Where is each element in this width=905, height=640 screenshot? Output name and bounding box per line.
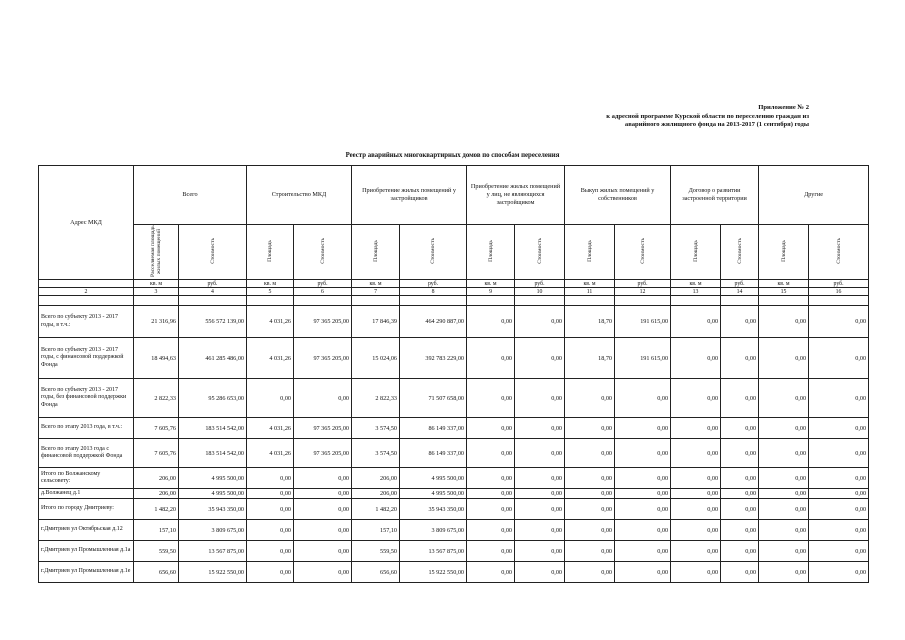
value-cell: 183 514 542,00 — [179, 418, 247, 439]
value-cell: 0,00 — [759, 338, 809, 379]
table-row — [39, 520, 869, 541]
value-cell: 0,00 — [671, 418, 721, 439]
value-cell: 4 995 500,00 — [400, 468, 467, 489]
value-cell: 0,00 — [467, 306, 515, 338]
value-cell: 0,00 — [615, 499, 671, 520]
value-cell: 0,00 — [759, 379, 809, 418]
sub-header-area: Площадь — [467, 225, 515, 280]
unit-cell: кв. м — [247, 280, 294, 288]
value-cell: 4 031,26 — [247, 418, 294, 439]
sub-header-area: Площадь — [565, 225, 615, 280]
value-cell: 0,00 — [565, 489, 615, 499]
value-cell: 0,00 — [565, 562, 615, 583]
value-cell: 7 605,76 — [134, 439, 179, 468]
value-cell: 0,00 — [247, 520, 294, 541]
value-cell: 0,00 — [565, 418, 615, 439]
value-cell: 0,00 — [721, 379, 759, 418]
value-cell: 4 031,26 — [247, 338, 294, 379]
value-cell: 97 365 205,00 — [294, 418, 352, 439]
value-cell: 0,00 — [759, 306, 809, 338]
value-cell: 35 943 350,00 — [179, 499, 247, 520]
unit-cell: руб. — [809, 280, 869, 288]
value-cell: 71 507 658,00 — [400, 379, 467, 418]
row-address: Всего по субъекту 2013 - 2017 годы, в т.ч.: — [39, 306, 134, 338]
unit-cell: руб. — [294, 280, 352, 288]
value-cell: 0,00 — [721, 439, 759, 468]
group-header-total: Всего — [134, 166, 247, 225]
value-cell: 206,00 — [134, 468, 179, 489]
unit-cell: руб. — [179, 280, 247, 288]
value-cell: 0,00 — [671, 489, 721, 499]
value-cell: 0,00 — [247, 562, 294, 583]
table-body — [39, 306, 869, 583]
value-cell: 0,00 — [294, 468, 352, 489]
value-cell: 0,00 — [247, 499, 294, 520]
table-row — [39, 489, 869, 499]
value-cell: 157,10 — [352, 520, 400, 541]
value-cell: 0,00 — [294, 520, 352, 541]
value-cell: 0,00 — [759, 499, 809, 520]
value-cell: 0,00 — [467, 520, 515, 541]
value-cell: 157,10 — [134, 520, 179, 541]
value-cell: 0,00 — [515, 418, 565, 439]
document-title: Реестр аварийных многоквартирных домов по способам переселения — [345, 152, 560, 159]
value-cell: 0,00 — [515, 489, 565, 499]
appendix-label: Приложение № 2 — [758, 104, 809, 111]
header-line-2: аварийного жилищного фонда на 2013-2017 (1 сентября) годы — [624, 121, 809, 129]
column-number: 2 — [39, 288, 134, 296]
unit-cell: кв. м — [352, 280, 400, 288]
value-cell: 556 572 139,00 — [179, 306, 247, 338]
value-cell: 0,00 — [615, 562, 671, 583]
value-cell: 4 031,26 — [247, 439, 294, 468]
value-cell: 97 365 205,00 — [294, 306, 352, 338]
value-cell: 35 943 350,00 — [400, 499, 467, 520]
value-cell: 559,50 — [352, 541, 400, 562]
value-cell: 1 482,20 — [134, 499, 179, 520]
group-header-purchase-developers: Приобретение жилых помещений у застройщиков — [352, 166, 467, 225]
value-cell: 0,00 — [467, 499, 515, 520]
value-cell: 0,00 — [809, 379, 869, 418]
sub-header-cost: Стоимость — [400, 225, 467, 280]
value-cell: 15 922 550,00 — [179, 562, 247, 583]
document-header — [606, 104, 809, 130]
value-cell: 0,00 — [565, 468, 615, 489]
value-cell: 21 316,96 — [134, 306, 179, 338]
value-cell: 0,00 — [515, 439, 565, 468]
value-cell: 0,00 — [809, 439, 869, 468]
row-address: д.Волжанец д.1 — [39, 489, 134, 499]
column-number: 7 — [352, 288, 400, 296]
table-row — [39, 499, 869, 520]
column-number: 4 — [179, 288, 247, 296]
group-header-buyout: Выкуп жилых помещений у собственников — [565, 166, 671, 225]
sub-header-cost: Стоимость — [809, 225, 869, 280]
value-cell: 0,00 — [759, 418, 809, 439]
value-cell: 3 574,50 — [352, 439, 400, 468]
column-numbers-row — [39, 288, 869, 296]
value-cell: 4 995 500,00 — [400, 489, 467, 499]
value-cell: 13 567 875,00 — [179, 541, 247, 562]
value-cell: 0,00 — [671, 562, 721, 583]
value-cell: 0,00 — [671, 468, 721, 489]
row-address: Всего по субъекту 2013 - 2017 годы, без финансовой поддержки Фонда — [39, 379, 134, 418]
value-cell: 464 290 887,00 — [400, 306, 467, 338]
column-number: 6 — [294, 288, 352, 296]
value-cell: 0,00 — [721, 338, 759, 379]
value-cell: 0,00 — [294, 489, 352, 499]
unit-cell: руб. — [721, 280, 759, 288]
value-cell: 17 846,39 — [352, 306, 400, 338]
units-row — [39, 280, 869, 288]
value-cell: 18 494,63 — [134, 338, 179, 379]
value-cell: 86 149 337,00 — [400, 439, 467, 468]
row-address: Всего по субъекту 2013 - 2017 годы, с финансовой поддержкой Фонда — [39, 338, 134, 379]
unit-cell: руб. — [615, 280, 671, 288]
value-cell: 0,00 — [809, 541, 869, 562]
value-cell: 2 822,33 — [352, 379, 400, 418]
value-cell: 0,00 — [467, 468, 515, 489]
table-row — [39, 439, 869, 468]
value-cell: 183 514 542,00 — [179, 439, 247, 468]
value-cell: 0,00 — [565, 379, 615, 418]
unit-cell: кв. м — [134, 280, 179, 288]
value-cell: 0,00 — [759, 562, 809, 583]
value-cell: 0,00 — [615, 489, 671, 499]
value-cell: 18,70 — [565, 306, 615, 338]
sub-header-cost: Стоимость — [294, 225, 352, 280]
column-number: 9 — [467, 288, 515, 296]
value-cell: 0,00 — [467, 418, 515, 439]
value-cell: 392 783 229,00 — [400, 338, 467, 379]
value-cell: 0,00 — [247, 379, 294, 418]
value-cell: 0,00 — [467, 489, 515, 499]
value-cell: 0,00 — [515, 562, 565, 583]
value-cell: 0,00 — [809, 468, 869, 489]
value-cell: 0,00 — [721, 520, 759, 541]
value-cell: 15 024,06 — [352, 338, 400, 379]
value-cell: 3 574,50 — [352, 418, 400, 439]
value-cell: 0,00 — [515, 520, 565, 541]
value-cell: 0,00 — [247, 489, 294, 499]
value-cell: 15 922 550,00 — [400, 562, 467, 583]
value-cell: 0,00 — [759, 439, 809, 468]
value-cell: 0,00 — [294, 562, 352, 583]
value-cell: 0,00 — [671, 499, 721, 520]
value-cell: 0,00 — [721, 541, 759, 562]
column-number: 11 — [565, 288, 615, 296]
sub-header-area: Площадь — [759, 225, 809, 280]
group-header-other: Другие — [759, 166, 869, 225]
header-line-1: к адресной программе Курской области по переселению граждан из — [606, 112, 809, 120]
spacer-row — [39, 296, 869, 306]
value-cell: 4 031,26 — [247, 306, 294, 338]
value-cell: 0,00 — [294, 499, 352, 520]
value-cell: 0,00 — [467, 439, 515, 468]
unit-cell: руб. — [400, 280, 467, 288]
value-cell: 4 995 500,00 — [179, 489, 247, 499]
value-cell: 3 809 675,00 — [179, 520, 247, 541]
value-cell: 0,00 — [565, 499, 615, 520]
row-address: г.Дмитриев ул Октябрьская д.12 — [39, 520, 134, 541]
value-cell: 0,00 — [515, 306, 565, 338]
value-cell: 0,00 — [515, 338, 565, 379]
value-cell: 206,00 — [352, 468, 400, 489]
column-number: 10 — [515, 288, 565, 296]
value-cell: 86 149 337,00 — [400, 418, 467, 439]
value-cell: 0,00 — [467, 379, 515, 418]
value-cell: 0,00 — [565, 439, 615, 468]
value-cell: 0,00 — [565, 520, 615, 541]
value-cell: 0,00 — [615, 418, 671, 439]
value-cell: 0,00 — [721, 306, 759, 338]
value-cell: 0,00 — [294, 541, 352, 562]
value-cell: 0,00 — [671, 541, 721, 562]
unit-cell: кв. м — [759, 280, 809, 288]
value-cell: 461 285 486,00 — [179, 338, 247, 379]
unit-cell-empty — [39, 280, 134, 288]
unit-cell: кв. м — [467, 280, 515, 288]
value-cell: 0,00 — [294, 379, 352, 418]
column-number: 3 — [134, 288, 179, 296]
value-cell: 206,00 — [352, 489, 400, 499]
sub-header-cost: Стоимость — [179, 225, 247, 280]
value-cell: 0,00 — [809, 520, 869, 541]
value-cell: 0,00 — [671, 439, 721, 468]
value-cell: 0,00 — [671, 379, 721, 418]
value-cell: 7 605,76 — [134, 418, 179, 439]
column-number: 14 — [721, 288, 759, 296]
value-cell: 0,00 — [247, 468, 294, 489]
column-number: 12 — [615, 288, 671, 296]
value-cell: 0,00 — [671, 520, 721, 541]
value-cell: 1 482,20 — [352, 499, 400, 520]
value-cell: 0,00 — [809, 306, 869, 338]
value-cell: 0,00 — [615, 439, 671, 468]
column-number: 8 — [400, 288, 467, 296]
sub-header-cost: Стоимость — [515, 225, 565, 280]
unit-cell: руб. — [515, 280, 565, 288]
value-cell: 0,00 — [809, 418, 869, 439]
sub-header-cost: Стоимость — [721, 225, 759, 280]
value-cell: 0,00 — [615, 468, 671, 489]
sub-header-cost: Стоимость — [615, 225, 671, 280]
value-cell: 0,00 — [671, 306, 721, 338]
row-address: г.Дмитриев ул Промышленная д.1е — [39, 562, 134, 583]
table-row — [39, 418, 869, 439]
value-cell: 4 995 500,00 — [179, 468, 247, 489]
value-cell: 13 567 875,00 — [400, 541, 467, 562]
unit-cell: кв. м — [565, 280, 615, 288]
sub-header-area-total: Расселяемая площадь жилых помещений — [134, 225, 179, 280]
value-cell: 0,00 — [721, 489, 759, 499]
value-cell: 0,00 — [759, 541, 809, 562]
value-cell: 97 365 205,00 — [294, 439, 352, 468]
value-cell: 206,00 — [134, 489, 179, 499]
value-cell: 0,00 — [515, 379, 565, 418]
col-address-header: Адрес МКД — [39, 166, 134, 280]
sub-header-area: Площадь — [247, 225, 294, 280]
unit-cell: кв. м — [671, 280, 721, 288]
row-address: Итого по Волжанскому сельсовету: — [39, 468, 134, 489]
group-header-development-contract: Договор о развитии застроенной территории — [671, 166, 759, 225]
table-row — [39, 541, 869, 562]
row-address: Всего по этапу 2013 года с финансовой поддержкой Фонда — [39, 439, 134, 468]
sub-header-area: Площадь — [671, 225, 721, 280]
value-cell: 656,60 — [134, 562, 179, 583]
value-cell: 0,00 — [671, 338, 721, 379]
column-number: 15 — [759, 288, 809, 296]
value-cell: 0,00 — [467, 562, 515, 583]
column-number: 5 — [247, 288, 294, 296]
value-cell: 0,00 — [759, 468, 809, 489]
value-cell: 0,00 — [809, 489, 869, 499]
value-cell: 3 809 675,00 — [400, 520, 467, 541]
value-cell: 656,60 — [352, 562, 400, 583]
row-address: Всего по этапу 2013 года, в т.ч.: — [39, 418, 134, 439]
value-cell: 0,00 — [721, 499, 759, 520]
value-cell: 0,00 — [759, 520, 809, 541]
value-cell: 0,00 — [247, 541, 294, 562]
value-cell: 0,00 — [515, 468, 565, 489]
value-cell: 0,00 — [721, 562, 759, 583]
row-address: г.Дмитриев ул Промышленная д.1а — [39, 541, 134, 562]
value-cell: 559,50 — [134, 541, 179, 562]
registry-table — [38, 165, 869, 583]
group-header-construction: Строительство МКД — [247, 166, 352, 225]
value-cell: 2 822,33 — [134, 379, 179, 418]
column-number: 13 — [671, 288, 721, 296]
value-cell: 0,00 — [467, 541, 515, 562]
group-header-purchase-non-developers: Приобретение жилых помещений у лиц, не являющихся застройщиком — [467, 166, 565, 225]
value-cell: 0,00 — [809, 499, 869, 520]
value-cell: 0,00 — [809, 562, 869, 583]
value-cell: 0,00 — [759, 489, 809, 499]
sub-header-area: Площадь — [352, 225, 400, 280]
table-row — [39, 562, 869, 583]
table-row — [39, 379, 869, 418]
table-row — [39, 338, 869, 379]
value-cell: 0,00 — [515, 499, 565, 520]
value-cell: 0,00 — [809, 338, 869, 379]
value-cell: 0,00 — [721, 468, 759, 489]
value-cell: 95 286 653,00 — [179, 379, 247, 418]
value-cell: 0,00 — [615, 379, 671, 418]
value-cell: 0,00 — [565, 541, 615, 562]
value-cell: 0,00 — [615, 520, 671, 541]
value-cell: 97 365 205,00 — [294, 338, 352, 379]
value-cell: 191 615,00 — [615, 306, 671, 338]
value-cell: 0,00 — [467, 338, 515, 379]
column-number: 16 — [809, 288, 869, 296]
value-cell: 0,00 — [721, 418, 759, 439]
value-cell: 0,00 — [615, 541, 671, 562]
table-row — [39, 468, 869, 489]
row-address: Итого по городу Дмитриеву: — [39, 499, 134, 520]
value-cell: 18,70 — [565, 338, 615, 379]
value-cell: 191 615,00 — [615, 338, 671, 379]
value-cell: 0,00 — [515, 541, 565, 562]
table-row — [39, 306, 869, 338]
